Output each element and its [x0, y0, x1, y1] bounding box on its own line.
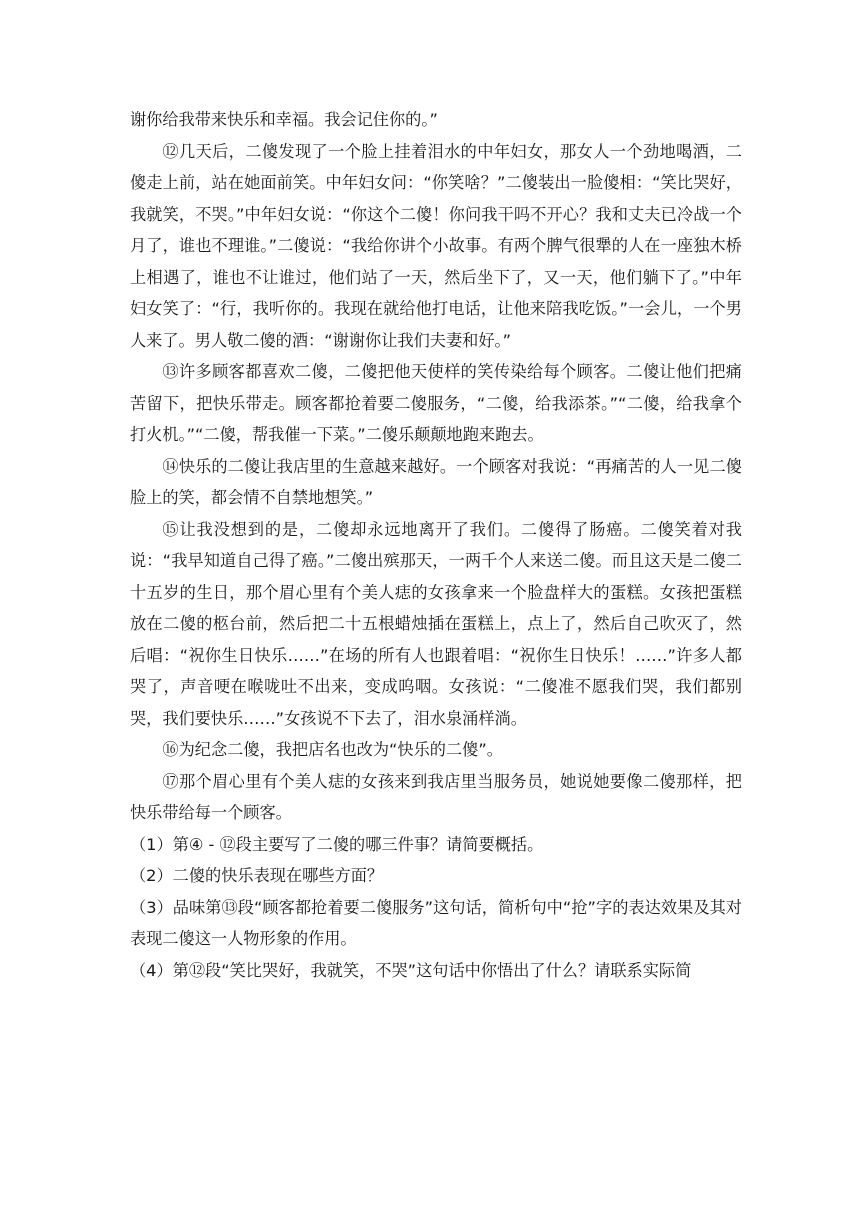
- paragraph-16: ⑯为纪念二傻，我把店名也改为“快乐的二傻”。: [162, 740, 503, 759]
- question-2: （2）二傻的快乐表现在哪些方面？: [130, 866, 384, 885]
- question-1: （1）第④ - ⑫段主要写了二傻的哪三件事？请简要概括。: [130, 834, 544, 854]
- paragraph-13: ⑬许多顾客都喜欢二傻，二傻把他天使样的笑传染给每个顾客。二傻让他们把痛苦留下，把快乐带走。顾客都抢着要二傻服务，“二傻，给我添茶。”“二傻，给我拿个打火机。”“二傻，帮我催一下菜。”二傻乐颠颠地跑来跑去。: [130, 362, 742, 444]
- question-3: （3）品味第⑬段“顾客都抢着要二傻服务”这句话，简析句中“抢”字的表达效果及其对表现二傻这一人物形象的作用。: [130, 897, 742, 948]
- question-4: （4）第⑫段“笑比哭好，我就笑，不哭”这句话中你悟出了什么？请联系实际简: [130, 960, 692, 980]
- paragraph-continuation: 谢你给我带来快乐和幸福。我会记住你的。”: [130, 110, 438, 129]
- paragraph-17: ⑰那个眉心里有个美人痣的女孩来到我店里当服务员，她说她要像二傻那样，把快乐带给每一个顾客。: [130, 771, 742, 822]
- document-body: [130, 104, 742, 986]
- paragraph-15: ⑮让我没想到的是，二傻却永远地离开了我们。二傻得了肠癌。二傻笑着对我说：“我早知道自己得了癌。”二傻出殡那天，一两千个人来送二傻。而且这天是二傻二十五岁的生日，那个眉心里有个美人痣的女孩拿来一个脸盘样大的蛋糕。女孩把蛋糕放在二傻的柩台前，然后把二十五根蜡烛插在蛋糕上，点上了，然后自己吹灭了，然后唱：“祝你生日快乐……”在场的所有人也跟着唱：“祝你生日快乐！……”许多人都哭了，声音哽在喉咙吐不出来，变成呜咽。女孩说：“二傻准不愿我们哭，我们都别哭，我们要快乐……”女孩说不下去了，泪水泉涌样淌。: [130, 519, 742, 728]
- paragraph-14: ⑭快乐的二傻让我店里的生意越来越好。一个顾客对我说：“再痛苦的人一见二傻脸上的笑，都会情不自禁地想笑。”: [130, 456, 742, 507]
- paragraph-12: ⑫几天后，二傻发现了一个脸上挂着泪水的中年妇女，那女人一个劲地喝酒，二傻走上前，站在她面前笑。中年妇女问：“你笑啥？”二傻装出一脸傻相：“笑比哭好，我就笑，不哭。”中年妇女说：“你这个二傻！你问我干吗不开心？我和丈夫已冷战一个月了，谁也不理谁。”二傻说：“我给你讲个小故事。有两个脾气很犟的人在一座独木桥上相遇了，谁也不让谁过，他们站了一天，然后坐下了，又一天，他们躺下了。”中年妇女笑了：“行，我听你的。我现在就给他打电话，让他来陪我吃饭。”一会儿，一个男人来了。男人敬二傻的酒：“谢谢你让我们夫妻和好。”: [130, 141, 742, 350]
